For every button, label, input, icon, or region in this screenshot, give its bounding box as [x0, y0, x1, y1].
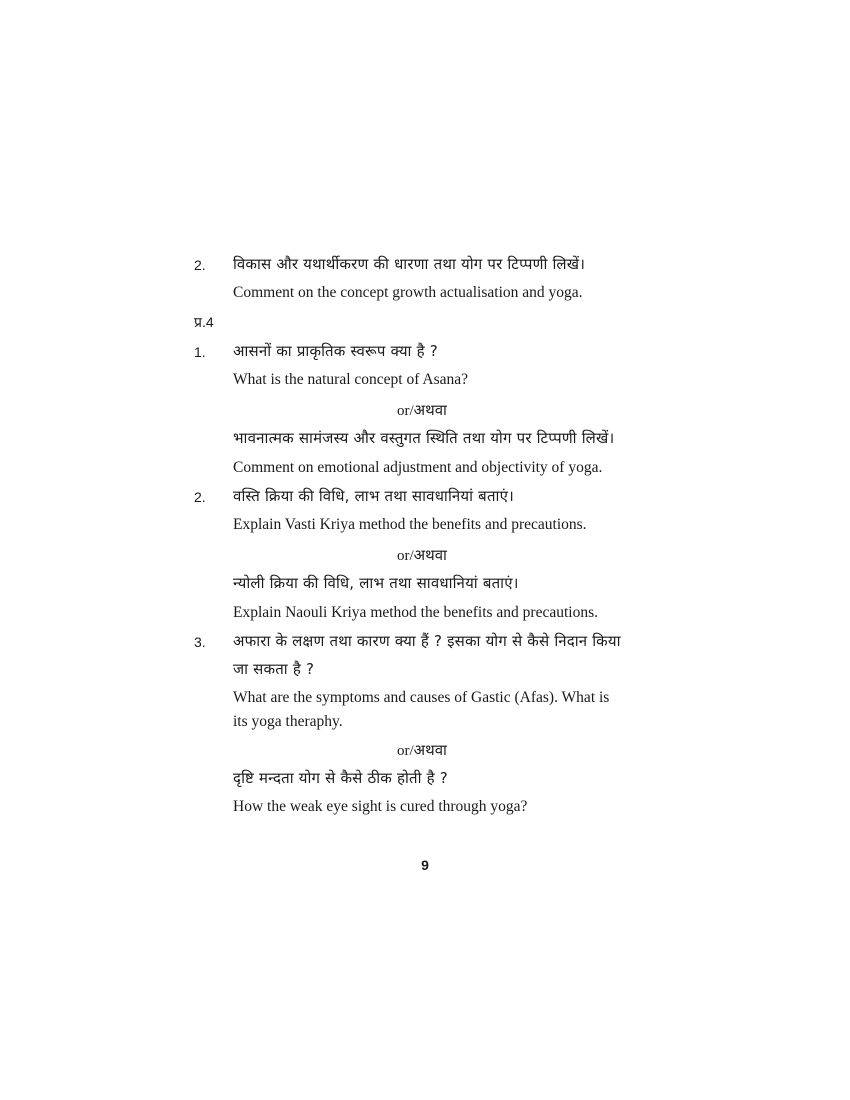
alternate-question-hindi: भावनात्मक सामंजस्य और वस्तुगत स्थिति तथा योग पर टिप्पणी लिखें। [233, 429, 615, 447]
question-hindi-line1: अफारा के लक्षण तथा कारण क्या हैं ? इसका योग से कैसे निदान किया [233, 632, 621, 650]
alternate-question-hindi: दृष्टि मन्दता योग से कैसे ठीक होती है ? [233, 769, 448, 787]
alternate-question-english: How the weak eye sight is cured through yoga? [233, 798, 528, 815]
alternate-question-english: Comment on emotional adjustment and objectivity of yoga. [233, 459, 603, 476]
or-separator: or/अथवा [397, 548, 447, 564]
alternate-question-hindi: न्योली क्रिया की विधि, लाभ तथा सावधानियां बताएं। [233, 574, 519, 592]
question-hindi: वस्ति क्रिया की विधि, लाभ तथा सावधानियां बताएं। [233, 487, 514, 505]
question-number: 2. [194, 489, 206, 505]
or-separator: or/अथवा [397, 743, 447, 759]
question-hindi: आसनों का प्राकृतिक स्वरूप क्या है ? [233, 342, 438, 360]
question-english: Comment on the concept growth actualisation and yoga. [233, 284, 583, 301]
or-separator: or/अथवा [397, 403, 447, 419]
question-english-line1: What are the symptoms and causes of Gastic (Afas). What is [233, 689, 610, 706]
question-english-line2: its yoga theraphy. [233, 713, 343, 730]
section-label: प्र.4 [194, 314, 214, 330]
page-number: 9 [421, 857, 429, 873]
question-hindi: विकास और यथार्थीकरण की धारणा तथा योग पर टिप्पणी लिखें। [233, 255, 586, 273]
question-number: 3. [194, 634, 206, 650]
alternate-question-english: Explain Naouli Kriya method the benefits and precautions. [233, 604, 599, 621]
question-number: 1. [194, 344, 206, 360]
question-hindi-line2: जा सकता है ? [233, 660, 315, 678]
question-english: Explain Vasti Kriya method the benefits and precautions. [233, 516, 587, 533]
question-number: 2. [194, 257, 206, 273]
question-english: What is the natural concept of Asana? [233, 371, 468, 388]
